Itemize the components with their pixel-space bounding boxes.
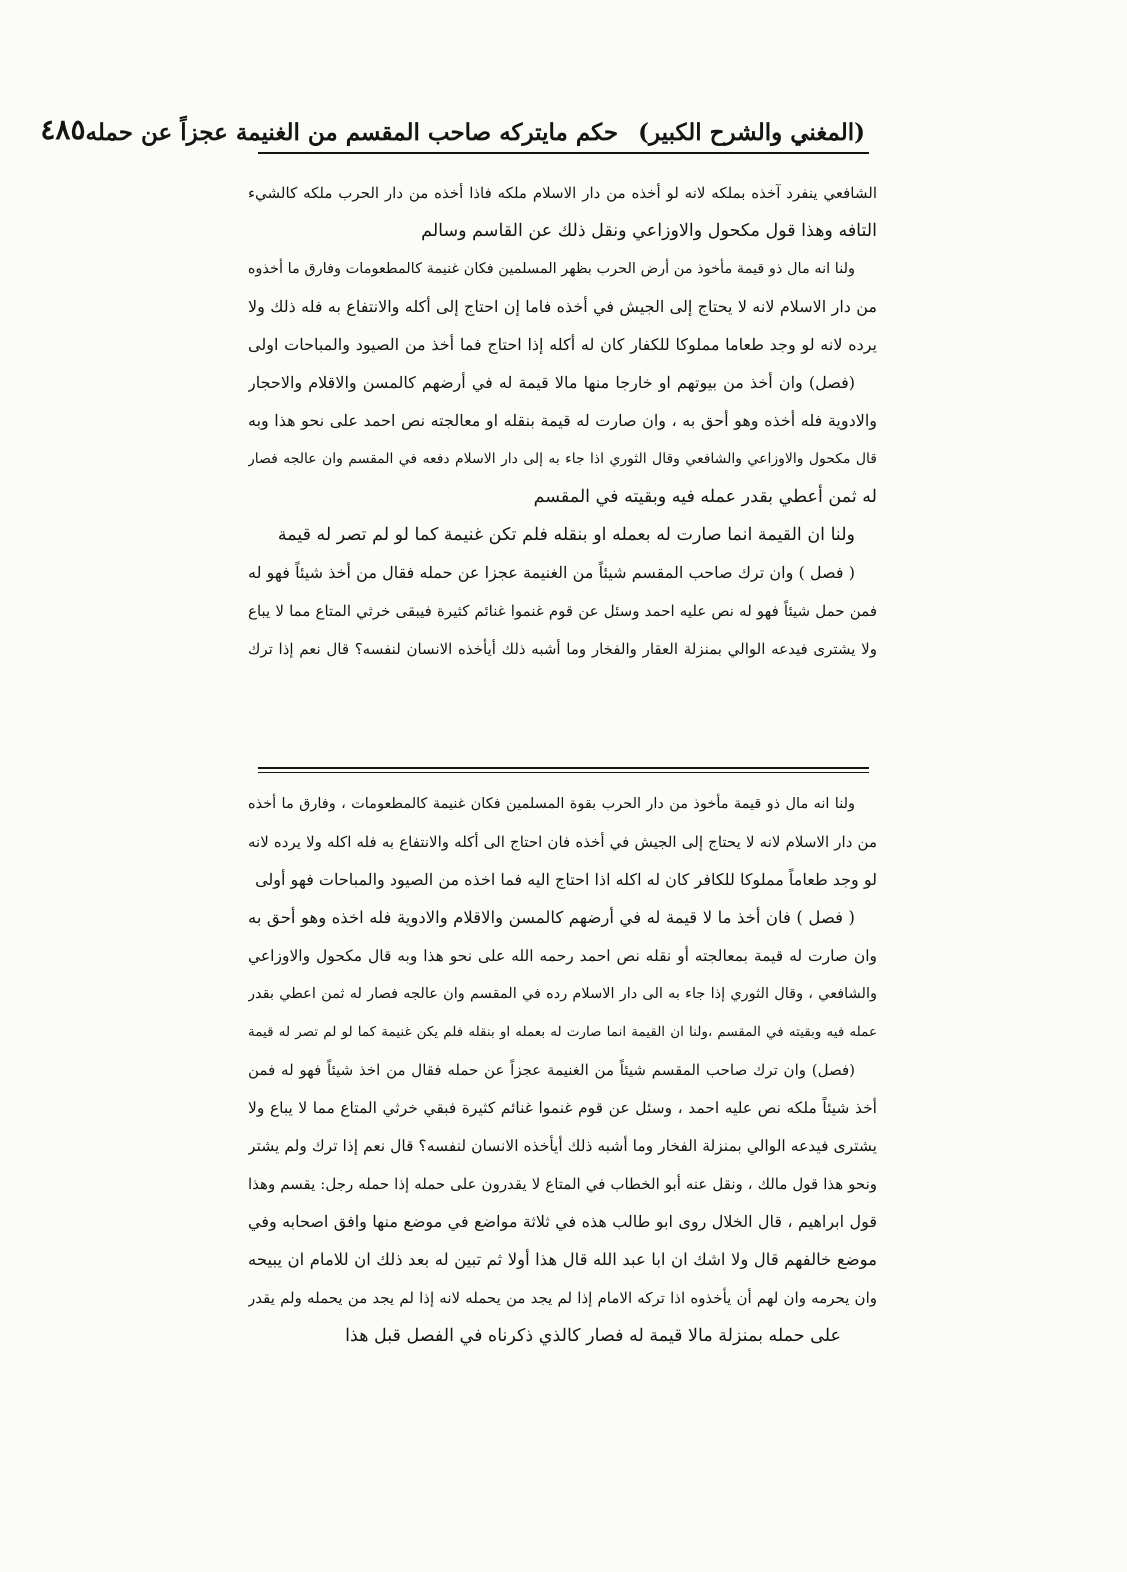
text-line: الشافعي ينفرد آخذه بملكه لانه لو أخذه من دار الاسلام ملكه فاذا أخذه من دار الحرب ملكه كالشيء (248, 184, 877, 202)
text-line: موضع خالفهم قال ولا اشك ان ابا عبد الله قال هذا أولا ثم تبين له بعد ذلك ان للامام ان يبيحه (248, 1250, 877, 1269)
text-line: (فصل) وان ترك صاحب المقسم شيئاً من الغنيمة عجزاً عن حمله فقال من اخذ شيئاً فهو له فمن (248, 1061, 855, 1079)
text-line: يرده لانه لو وجد طعاما مملوكا للكفار كان له أكله إذا احتاج فما أخذ من الصيود والمباحات اولى (248, 335, 877, 354)
text-line: وان يحرمه وان لهم أن يأخذوه اذا تركه الامام إذا لم يجد من يحمله لانه إذا لم يجد من يحمله ولم يقدر (248, 1289, 877, 1307)
page-number: ٤٨٥ (40, 113, 86, 146)
text-line: ( فصل ) فان أخذ ما لا قيمة له في أرضهم كالمسن والاقلام والادوية فله اخذه وهو أحق به (248, 908, 855, 927)
text-line: يشترى فيدعه الوالي بمنزلة الفخار وما أشبه ذلك أيأخذه الانسان لنفسه؟ قال نعم إذا ترك ولم يشتر (248, 1137, 877, 1155)
text-line: ولنا انه مال ذو قيمة مأخوذ من دار الحرب بقوة المسلمين فكان غنيمة كالمطعومات ، وفارق ما أخذه (248, 796, 855, 812)
header-rule (258, 152, 869, 154)
text-line: وان صارت له قيمة بمعالجته أو نقله نص احمد رحمه الله على نحو هذا وبه قال مكحول والاوزاعي (248, 947, 877, 965)
text-line: ولنا انه مال ذو قيمة مأخوذ من أرض الحرب بظهر المسلمين فكان غنيمة كالمطعومات وفارق ما أخذوه (248, 261, 855, 277)
text-line: له ثمن أعطي بقدر عمله فيه وبقيته في المقسم (533, 487, 877, 507)
text-line: قال مكحول والاوزاعي والشافعي وقال الثوري اذا جاء به إلى دار الاسلام دفعه في المقسم وان عالجه فصار (248, 451, 877, 467)
text-line: لو وجد طعاماً مملوكا للكافر كان له اكله اذا احتاج اليه فما اخذه من الصيود والمباحات فهو أولى (255, 870, 877, 889)
commentary-text (248, 785, 877, 1355)
main-text (248, 174, 877, 668)
text-line: قول ابراهيم ، قال الخلال روى ابو طالب هذه في ثلاثة مواضع في موضع منها وافق اصحابه وفي (248, 1212, 877, 1231)
text-line: من دار الاسلام لانه لا يحتاج إلى الجيش في أخذه فان احتاج الى أكله والانتفاع به فله اكله ولا يرده لانه (248, 833, 877, 851)
running-header (40, 106, 865, 146)
section-divider (258, 767, 869, 773)
text-line: والشافعي ، وقال الثوري إذا جاء به الى دار الاسلام رده في المقسم وان عالجه فصار له ثمن اعطي بقدر (248, 986, 877, 1002)
text-line: أخذ شيئاً ملكه نص عليه احمد ، وسئل عن قوم غنموا غنائم كثيرة فبقي خرثي المتاع مما لا يباع ولا (248, 1099, 877, 1117)
text-line: فمن حمل شيئاً فهو له نص عليه احمد وسئل عن قوم غنموا غنائم كثيرة فيبقى خرثي المتاع مما لا يباع (248, 602, 877, 620)
chapter-title: حكم مايتركه صاحب المقسم من الغنيمة عجزاً عن حمله (85, 119, 619, 146)
text-line: على حمله بمنزلة مالا قيمة له فصار كالذي ذكرناه في الفصل قبل هذا (345, 1326, 841, 1346)
text-line: ( فصل ) وان ترك صاحب المقسم شيئاً من الغنيمة عجزا عن حمله فقال من أخذ شيئاً فهو له (248, 563, 855, 582)
text-line: والادوية فله أخذه وهو أحق به ، وان صارت له قيمة بنقله او معالجته نص احمد على نحو هذا وبه (248, 411, 877, 430)
text-line: عمله فيه وبقيته في المقسم ،ولنا ان القيمة انما صارت له بعمله او بنقله فلم يكن غنيمة كما لو لم تصر له قيمة (248, 1024, 877, 1040)
text-line: من دار الاسلام لانه لا يحتاج إلى الجيش في أخذه فاما إن احتاج إلى أكله والانتفاع به فله ذلك ولا (248, 297, 877, 316)
text-line: (فصل) وان أخذ من بيوتهم او خارجا منها مالا قيمة له في أرضهم كالمسن والاقلام والاحجار (248, 373, 855, 392)
text-line: ولا يشترى فيدعه الوالي بمنزلة العقار والفخار وما أشبه ذلك أيأخذه الانسان لنفسه؟ قال نعم إذا ترك (248, 640, 877, 658)
text-line: ولنا ان القيمة انما صارت له بعمله او بنقله فلم تكن غنيمة كما لو لم تصر له قيمة (277, 525, 855, 545)
text-line: ونحو هذا قول مالك ، ونقل عنه أبو الخطاب في المتاع لا يقدرون على حمله إذا حمله رجل: يقسم وهذا (248, 1175, 877, 1193)
text-line: التافه وهذا قول مكحول والاوزاعي ونقل ذلك عن القاسم وسالم (421, 221, 877, 241)
book-title: (المغني والشرح الكبير) (638, 119, 865, 146)
header-titles (85, 119, 865, 146)
